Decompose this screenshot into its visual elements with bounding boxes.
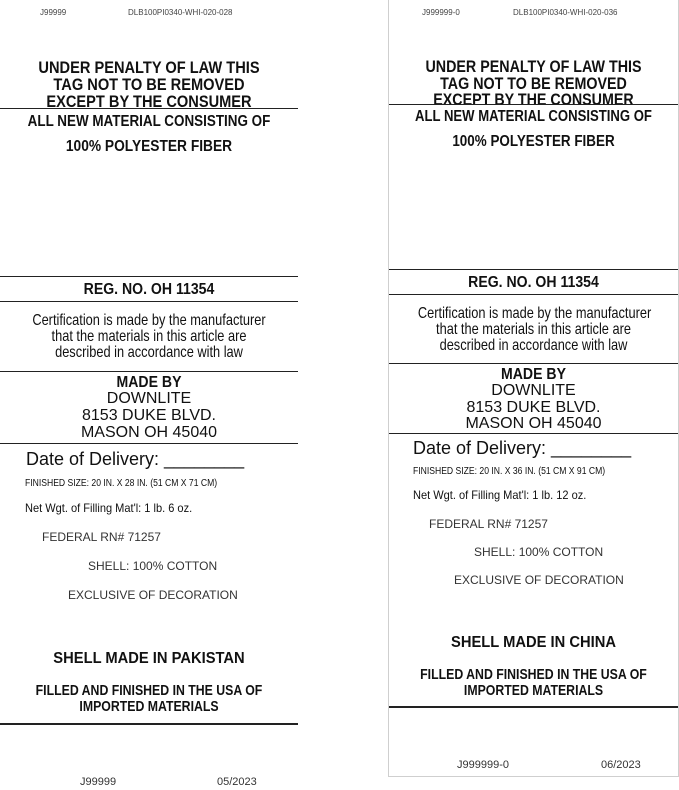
- header-lot-number: DLB100PI0340-WHI-020-036: [513, 8, 618, 17]
- date-of-delivery: Date of Delivery: ________: [26, 449, 245, 469]
- certification-line-2: that the materials in this article are: [436, 321, 631, 338]
- maker-city: MASON OH 45040: [465, 415, 602, 432]
- warning-line-2: TAG NOT TO BE REMOVED: [440, 74, 627, 93]
- filled-line-1: FILLED AND FINISHED IN THE USA OF: [420, 666, 647, 683]
- divider: [389, 706, 678, 708]
- footer-code: J99999: [80, 776, 117, 788]
- header-code: J99999: [40, 8, 67, 17]
- finished-size: FINISHED SIZE: 20 IN. X 28 IN. (51 CM X 71 CM): [25, 478, 218, 489]
- filled-line-1: FILLED AND FINISHED IN THE USA OF: [35, 682, 263, 699]
- warning-line-1: UNDER PENALTY OF LAW THIS: [38, 58, 260, 77]
- divider: [0, 723, 298, 725]
- divider: [389, 104, 678, 105]
- certification-line-3: described in accordance with law: [439, 337, 628, 354]
- shell-content: SHELL: 100% COTTON: [474, 545, 604, 559]
- made-by-label: MADE BY: [116, 374, 182, 391]
- reg-number: REG. NO. OH 11354: [468, 274, 599, 291]
- made-by-label: MADE BY: [501, 366, 566, 383]
- maker-name: DOWNLITE: [106, 390, 192, 407]
- exclusive-of-decoration: EXCLUSIVE OF DECORATION: [454, 573, 624, 587]
- material-line-2: 100% POLYESTER FIBER: [452, 133, 615, 150]
- warning-line-3: EXCEPT BY THE CONSUMER: [46, 92, 252, 111]
- net-weight: Net Wgt. of Filling Mat'l: 1 lb. 6 oz.: [25, 501, 193, 515]
- law-tag-right: [388, 0, 679, 777]
- maker-city: MASON OH 45040: [80, 424, 218, 441]
- divider: [0, 301, 298, 302]
- certification-line-1: Certification is made by the manufacturer: [32, 312, 266, 329]
- material-line-1: ALL NEW MATERIAL CONSISTING OF: [27, 113, 271, 130]
- divider: [0, 371, 298, 372]
- shell-origin: SHELL MADE IN PAKISTAN: [53, 650, 245, 667]
- footer-date: 05/2023: [217, 776, 257, 788]
- exclusive-of-decoration: EXCLUSIVE OF DECORATION: [68, 588, 238, 602]
- divider: [389, 433, 678, 434]
- footer-code: J999999-0: [457, 759, 509, 771]
- certification-line-2: that the materials in this article are: [51, 328, 247, 345]
- header-lot-number: DLB100PI0340-WHI-020-028: [128, 8, 233, 17]
- reg-number: REG. NO. OH 11354: [83, 281, 215, 298]
- maker-street: 8153 DUKE BLVD.: [466, 399, 601, 416]
- divider: [0, 443, 298, 444]
- warning-line-1: UNDER PENALTY OF LAW THIS: [425, 57, 642, 76]
- warning-line-3: EXCEPT BY THE CONSUMER: [433, 90, 634, 109]
- divider: [0, 276, 298, 277]
- maker-name: DOWNLITE: [491, 382, 576, 399]
- material-line-2: 100% POLYESTER FIBER: [65, 138, 233, 155]
- federal-rn: FEDERAL RN# 71257: [429, 517, 548, 531]
- header-code: J999999-0: [422, 8, 460, 17]
- divider: [389, 294, 678, 295]
- filled-line-2: IMPORTED MATERIALS: [463, 682, 604, 699]
- divider: [389, 269, 678, 270]
- footer-date: 06/2023: [601, 759, 641, 771]
- material-line-1: ALL NEW MATERIAL CONSISTING OF: [415, 108, 652, 125]
- net-weight: Net Wgt. of Filling Mat'l: 1 lb. 12 oz.: [413, 488, 587, 502]
- finished-size: FINISHED SIZE: 20 IN. X 36 IN. (51 CM X 91 CM): [413, 466, 606, 477]
- certification-line-3: described in accordance with law: [55, 344, 243, 361]
- divider: [389, 363, 678, 364]
- certification-line-1: Certification is made by the manufacturer: [417, 305, 652, 322]
- shell-origin: SHELL MADE IN CHINA: [451, 634, 616, 651]
- federal-rn: FEDERAL RN# 71257: [42, 530, 161, 544]
- shell-content: SHELL: 100% COTTON: [88, 559, 218, 573]
- divider: [0, 108, 298, 109]
- warning-line-2: TAG NOT TO BE REMOVED: [53, 75, 245, 94]
- date-of-delivery: Date of Delivery: ________: [413, 438, 632, 458]
- law-tag-left: [0, 0, 298, 790]
- filled-line-2: IMPORTED MATERIALS: [79, 698, 219, 715]
- maker-street: 8153 DUKE BLVD.: [82, 407, 216, 424]
